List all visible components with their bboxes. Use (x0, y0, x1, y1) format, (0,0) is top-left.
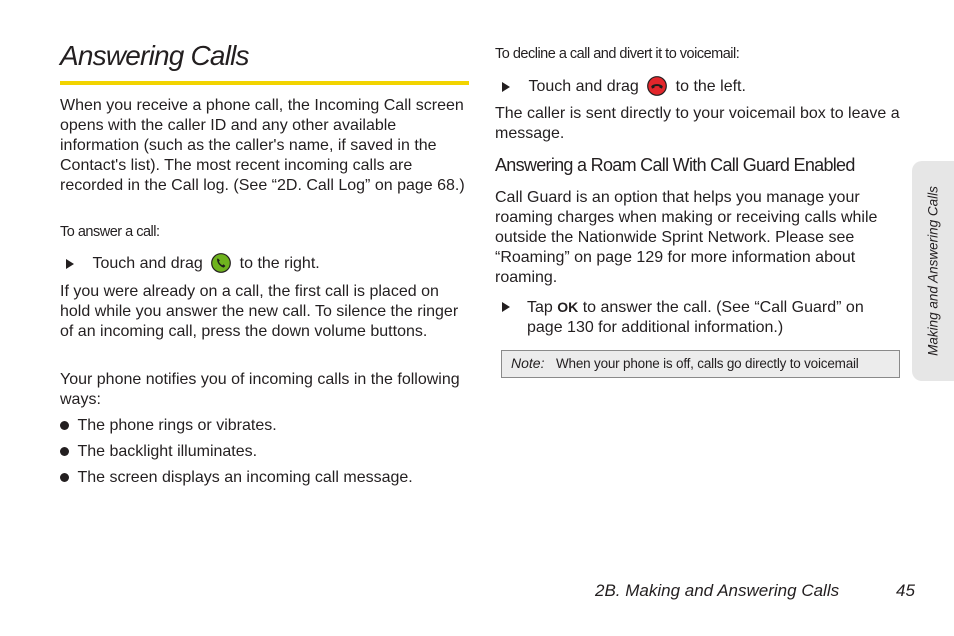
step-arrow-icon (502, 302, 510, 312)
decline-step (502, 76, 902, 97)
already-on-call-paragraph: If you were already on a call, the first call is placed on hold while you answer the new call. To silence the ringer of an incoming call, press the down volume buttons. (60, 283, 459, 340)
list-item-text: The backlight illuminates. (77, 443, 258, 460)
decline-result-paragraph: The caller is sent directly to your voicemail box to leave a message. (495, 105, 900, 142)
answer-step-text-before: Touch and drag (92, 255, 203, 272)
chapter-side-tab (912, 161, 954, 381)
chapter-side-tab-label: Making and Answering Calls (925, 186, 941, 356)
call-guard-paragraph: Call Guard is an option that helps you manage your roaming charges when making or receiving calls while outside the Nationwide Sprint Network. Please see “Roaming” on page 129 for more information about roaming. (495, 189, 878, 286)
tap-ok-text-before: Tap (527, 299, 553, 316)
step-arrow-icon (66, 259, 74, 269)
note-label: Note: (511, 355, 545, 371)
list-item (60, 468, 413, 488)
footer-section: 2B. Making and Answering Calls (595, 581, 840, 600)
to-answer-heading: To answer a call: (60, 224, 160, 240)
decline-step-text-after: to the left. (675, 78, 746, 95)
list-item (60, 442, 257, 462)
bullet-icon (60, 473, 69, 482)
ok-key: OK (557, 299, 579, 315)
list-item (60, 416, 277, 436)
answer-step (66, 253, 466, 274)
phone-answer-icon (211, 253, 231, 273)
page-title: Answering Calls (60, 40, 249, 71)
decline-heading: To decline a call and divert it to voicemail: (495, 46, 740, 62)
intro-paragraph: When you receive a phone call, the Incoming Call screen opens with the caller ID and any other available information (such as the caller's name, if saved in the Contact's list). The most recent incoming calls are recorded in the Call log. (See “2D. Call Log” on page 68.) (60, 97, 465, 194)
list-item-text: The screen displays an incoming call message. (77, 469, 413, 486)
title-underline (60, 81, 469, 85)
roam-call-heading: Answering a Roam Call With Call Guard Enabled (495, 155, 855, 175)
tap-ok-text-after: to answer the call. (See “Call Guard” on page 130 for additional information.) (527, 299, 864, 336)
step-arrow-icon (502, 82, 510, 92)
bullet-icon (60, 447, 69, 456)
notifies-paragraph: Your phone notifies you of incoming calls in the following ways: (60, 371, 460, 408)
phone-decline-icon (647, 76, 667, 96)
page-number: 45 (896, 581, 915, 600)
answer-step-text-after: to the right. (239, 255, 320, 272)
decline-step-text-before: Touch and drag (528, 78, 639, 95)
note-box (501, 350, 900, 378)
bullet-icon (60, 421, 69, 430)
list-item-text: The phone rings or vibrates. (77, 417, 277, 434)
tap-ok-step (502, 297, 897, 336)
note-text: When your phone is off, calls go directly to voicemail (556, 356, 859, 371)
